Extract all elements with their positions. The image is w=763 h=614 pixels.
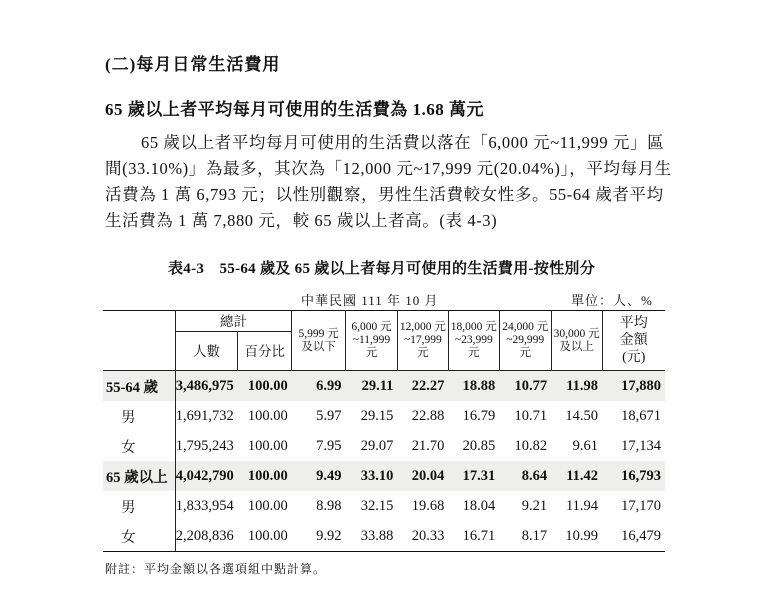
cell: 16.71 bbox=[448, 521, 499, 552]
cell: 11.94 bbox=[565, 497, 599, 514]
cell: 100.00 bbox=[247, 497, 288, 514]
cell: 17.31 bbox=[448, 461, 499, 491]
cell: 5.97 bbox=[316, 407, 342, 424]
cell: 20.04 bbox=[397, 461, 448, 491]
header-range-3: 18,000 元 ~23,999 元 bbox=[448, 311, 499, 371]
cell: 100.00 bbox=[238, 521, 292, 552]
cell: 21.70 bbox=[411, 437, 445, 454]
header-range-4: 24,000 元 ~29,999 元 bbox=[499, 311, 551, 371]
cell: 7.95 bbox=[316, 437, 342, 454]
cell: 10.99 bbox=[551, 521, 602, 552]
row-label: 55-64 歲 bbox=[103, 371, 175, 402]
cell: 33.10 bbox=[346, 461, 398, 491]
cell: 6.99 bbox=[292, 371, 346, 402]
header-corner bbox=[103, 311, 175, 371]
cell: 29.11 bbox=[346, 371, 398, 402]
cell: 16.79 bbox=[462, 407, 496, 424]
cell: 10.77 bbox=[499, 371, 551, 402]
table-row bbox=[103, 431, 665, 461]
cell: 8.98 bbox=[316, 497, 342, 514]
table-row bbox=[103, 371, 665, 402]
headline: 65 歲以上者平均每月可使用的生活費為 1.68 萬元 bbox=[105, 100, 484, 119]
table-footnote: 附註：平均金額以各選項組中點計算。 bbox=[105, 562, 327, 576]
cell: 2,208,836 bbox=[175, 521, 238, 552]
header-range-5: 30,000 元 及以上 bbox=[551, 311, 602, 371]
paragraph-line: 活費為 1 萬 6,793 元；以性別觀察，男性生活費較女性多。55-64 歲者平均 bbox=[105, 185, 664, 204]
cell: 33.88 bbox=[346, 521, 398, 552]
header-range-1: 6,000 元 ~11,999 元 bbox=[346, 311, 398, 371]
table-row bbox=[103, 491, 665, 521]
cell: 9.61 bbox=[572, 437, 599, 454]
paragraph-line: 間(33.10%)」為最多，其次為「12,000 元~17,999 元(20.04%)」，平均每月生 bbox=[105, 159, 672, 178]
cell: 18.88 bbox=[448, 371, 499, 402]
table-title: 表4-3 55-64 歲及 65 歲以上者每月可使用的生活費用-按性別分 bbox=[167, 261, 596, 277]
cell: 18.04 bbox=[462, 497, 496, 514]
cell: 32.15 bbox=[360, 497, 394, 514]
cell: 8.64 bbox=[499, 461, 551, 491]
cell: 20.85 bbox=[462, 437, 496, 454]
cell: 1,691,732 bbox=[175, 407, 234, 424]
paragraph-line: 生活費為 1 萬 7,880 元，較 65 歲以上者高。(表 4-3) bbox=[105, 211, 498, 230]
cell: 22.88 bbox=[411, 407, 445, 424]
header-range-0: 5,999 元 及以下 bbox=[292, 311, 346, 371]
cell: 100.00 bbox=[238, 461, 292, 491]
row-label: 65 歲以上 bbox=[103, 461, 175, 491]
living-expense-table bbox=[103, 310, 665, 552]
header-percent: 百分比 bbox=[238, 332, 292, 371]
cell: 9.21 bbox=[521, 497, 548, 514]
cell: 11.42 bbox=[551, 461, 602, 491]
cell: 11.98 bbox=[551, 371, 602, 402]
cell: 10.82 bbox=[514, 437, 548, 454]
cell: 1,795,243 bbox=[175, 437, 234, 454]
cell: 18,671 bbox=[621, 407, 661, 424]
cell: 100.00 bbox=[238, 371, 292, 402]
cell: 17,170 bbox=[621, 497, 661, 514]
row-label: 男 bbox=[103, 491, 175, 521]
cell: 17,880 bbox=[602, 371, 665, 402]
cell: 20.33 bbox=[397, 521, 448, 552]
cell: 9.49 bbox=[292, 461, 346, 491]
header-total: 總計 bbox=[175, 311, 291, 332]
cell: 22.27 bbox=[397, 371, 448, 402]
table-row bbox=[103, 401, 665, 431]
cell: 29.07 bbox=[360, 437, 394, 454]
table-unit: 單位：人、% bbox=[571, 293, 653, 308]
cell: 100.00 bbox=[247, 437, 288, 454]
cell: 100.00 bbox=[247, 407, 288, 424]
cell: 10.71 bbox=[514, 407, 548, 424]
cell: 4,042,790 bbox=[175, 461, 238, 491]
table-date: 中華民國 111 年 10 月 bbox=[301, 293, 439, 308]
cell: 16,479 bbox=[602, 521, 665, 552]
header-range-2: 12,000 元 ~17,999 元 bbox=[397, 311, 448, 371]
row-label: 女 bbox=[103, 431, 175, 461]
cell: 9.92 bbox=[292, 521, 346, 552]
cell: 17,134 bbox=[621, 437, 661, 454]
body-paragraph bbox=[105, 130, 672, 234]
row-label: 男 bbox=[103, 401, 175, 431]
cell: 14.50 bbox=[565, 407, 599, 424]
row-label: 女 bbox=[103, 521, 175, 552]
header-average: 平均 金額 (元) bbox=[602, 311, 665, 371]
table-row bbox=[103, 521, 665, 552]
cell: 19.68 bbox=[411, 497, 445, 514]
cell: 8.17 bbox=[499, 521, 551, 552]
cell: 1,833,954 bbox=[175, 497, 234, 514]
cell: 16,793 bbox=[602, 461, 665, 491]
table-row bbox=[103, 461, 665, 491]
header-persons: 人數 bbox=[175, 332, 238, 371]
paragraph-line: 65 歲以上者平均每月可使用的生活費以落在「6,000 元~11,999 元」區 bbox=[141, 133, 665, 152]
cell: 3,486,975 bbox=[175, 371, 238, 402]
section-title: (二)每月日常生活費用 bbox=[105, 55, 281, 74]
cell: 29.15 bbox=[360, 407, 394, 424]
